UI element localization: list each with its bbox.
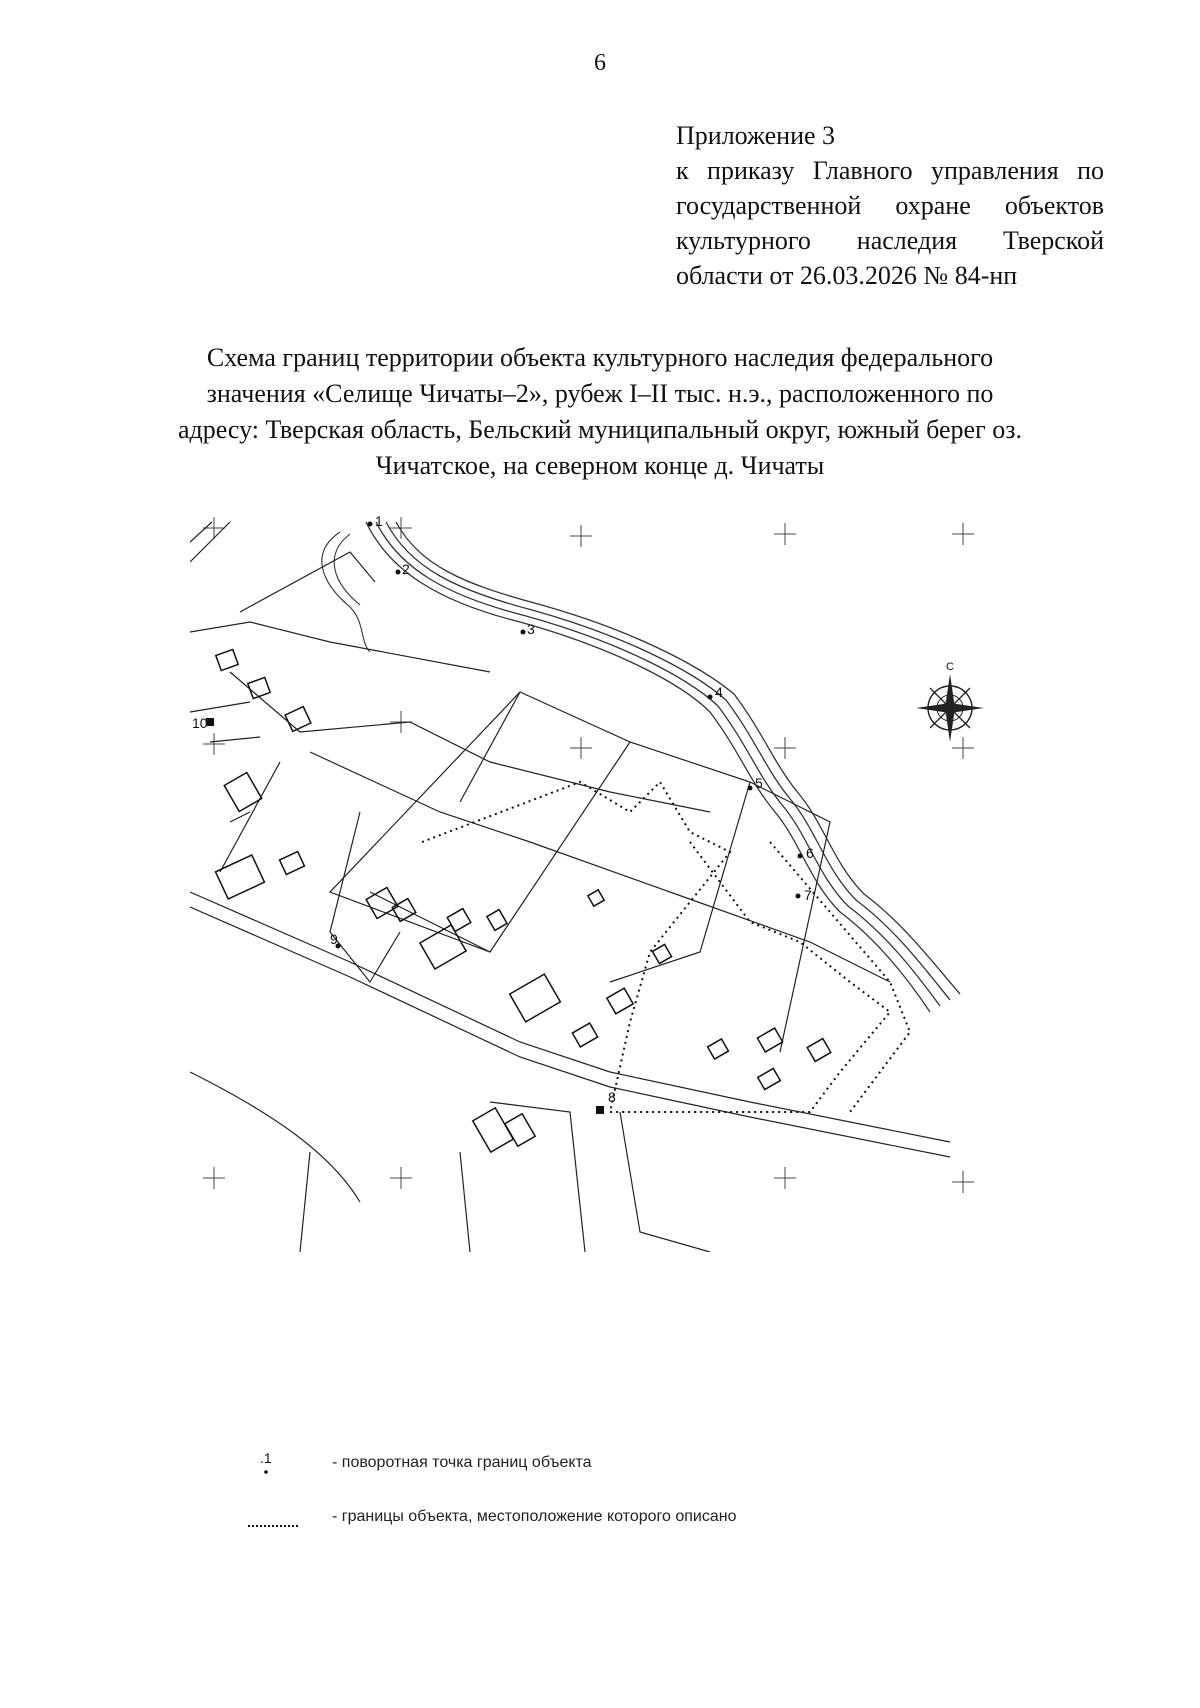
page-number: 6	[594, 50, 606, 76]
point-label: 7	[804, 887, 812, 903]
title-line: значения «Селище Чичаты–2», рубеж I–II тыс. н.э., расположенного по	[206, 379, 994, 408]
title-line: адресу: Тверская область, Бельский муниципальный округ, южный берег оз.	[177, 415, 1023, 444]
turning-point-symbol	[240, 1450, 300, 1480]
appendix-line: государственной охране объектов	[676, 191, 1104, 220]
appendix-line: к приказу Главного управления по	[676, 156, 1104, 185]
boundary-point	[748, 786, 753, 791]
point-label: 5	[755, 775, 763, 791]
buildings	[216, 649, 831, 1152]
title-line: Чичатское, на северном конце д. Чичаты	[375, 451, 825, 480]
boundary-point	[521, 630, 526, 635]
turning-point-symbol-text: .1	[260, 1450, 272, 1466]
compass-north-letter: С	[946, 661, 954, 673]
boundary-point	[596, 1106, 604, 1114]
boundary-scheme-map	[190, 512, 1010, 1252]
appendix-line: Приложение 3	[676, 121, 836, 150]
appendix-line: культурного наследия Тверской	[676, 226, 1104, 255]
map-legend	[240, 1450, 940, 1558]
legend-text: - границы объекта, местоположение которого описано	[332, 1508, 737, 1525]
point-label: 6	[806, 845, 814, 861]
boundary-line-symbol	[240, 1504, 300, 1534]
title-line: Схема границ территории объекта культурного наследия федерального	[206, 343, 994, 372]
boundary-point	[798, 854, 803, 859]
point-label: 1	[375, 513, 383, 529]
point-label: 3	[527, 621, 535, 637]
compass-rose	[916, 661, 984, 742]
legend-item-boundary	[240, 1504, 940, 1558]
parcel-lines	[190, 522, 950, 1252]
point-label: 8	[608, 1089, 616, 1105]
boundary-point	[368, 522, 373, 527]
legend-item-turning-point	[240, 1450, 940, 1504]
boundary-point	[796, 894, 801, 899]
appendix-line: области от 26.03.2026 № 84-нп	[676, 261, 1018, 290]
point-label: 10	[192, 715, 208, 731]
grid-crosses	[203, 517, 974, 1193]
map-drawing	[190, 512, 1010, 1252]
boundary-line-icon	[240, 1504, 300, 1534]
boundary-point	[708, 695, 713, 700]
point-label: 9	[330, 931, 338, 947]
appendix-header	[676, 118, 1104, 293]
point-label: 4	[715, 684, 723, 700]
point-label: 2	[402, 561, 410, 577]
scheme-title	[150, 340, 1050, 484]
legend-text: - поворотная точка границ объекта	[332, 1454, 592, 1471]
bay-contour	[322, 532, 370, 652]
boundary-point	[396, 570, 401, 575]
